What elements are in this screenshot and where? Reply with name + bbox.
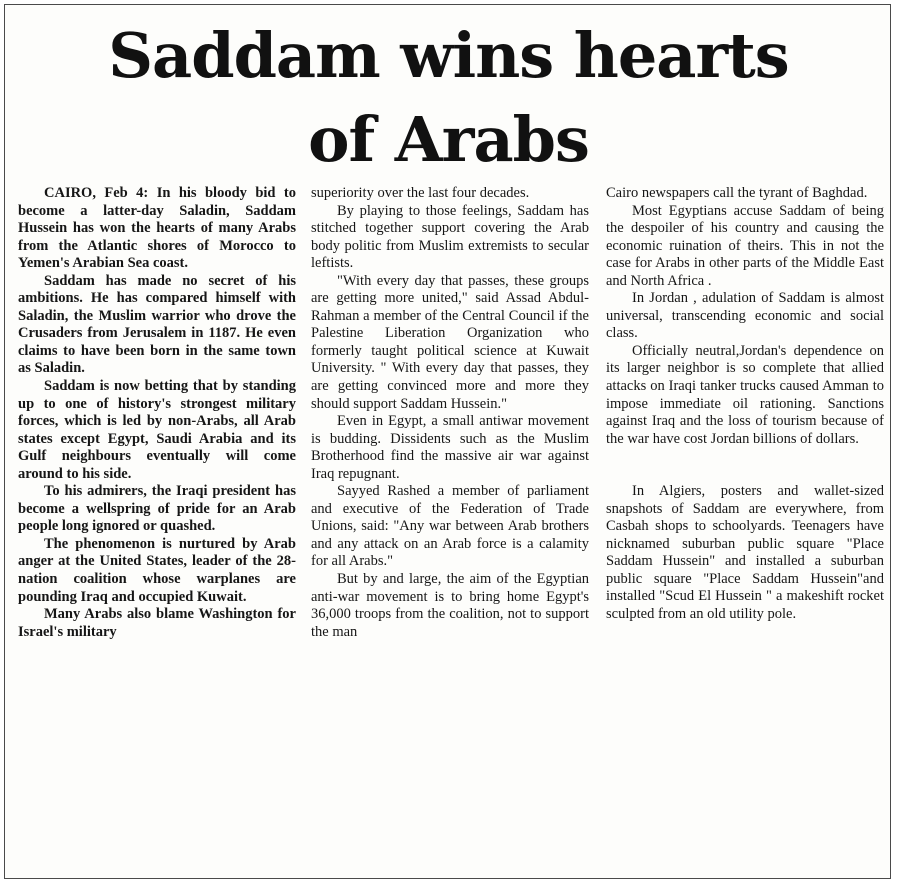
paragraph: Even in Egypt, a small antiwar movement is budding. Dissidents such as the Muslim Brotherhood find the massive air war against Iraq repugnant. xyxy=(311,413,589,482)
paragraph: CAIRO, Feb 4: In his bloody bid to become a latter-day Saladin, Saddam Hussein has won the hearts of many Arabs from the Atlantic shores of Morocco to Yemen's Arabian Sea coast. xyxy=(18,185,296,272)
headline-line-2: of Arabs xyxy=(308,103,589,176)
paragraph: Saddam has made no secret of his ambitions. He has compared himself with Saladin, the Muslim warrior who drove the Crusaders from Jerusalem in 1187. He even claims to have been born in the same town as Saladin. xyxy=(18,272,296,377)
article-column-1 xyxy=(18,185,296,641)
headline-line-1: Saddam wins hearts xyxy=(108,19,789,92)
paragraph: Sayyed Rashed a member of parliament and executive of the Federation of Trade Unions, said: "Any war between Arab brothers and any attack on an Arab force is a calamity for all Arabs." xyxy=(311,483,589,570)
paragraph: To his admirers, the Iraqi president has become a wellspring of pride for an Arab people long ignored or quashed. xyxy=(18,483,296,535)
article-column-2 xyxy=(311,185,589,641)
paragraph: The phenomenon is nurtured by Arab anger at the United States, leader of the 28-nation coalition whose warplanes are pounding Iraq and occupied Kuwait. xyxy=(18,535,296,605)
paragraph: By playing to those feelings, Saddam has stitched together support covering the Arab body politic from Muslim extremists to secular leftists. xyxy=(311,202,589,272)
paragraph: In Jordan , adulation of Saddam is almost universal, transcending economic and social class. xyxy=(606,290,884,342)
paragraph: Cairo newspapers call the tyrant of Baghdad. xyxy=(606,185,868,201)
paragraph: "With every day that passes, these groups are getting more united," said Assad Abdul-Rahman a member of the Central Council if the Palestine Liberation Organization who formerly taught political science at Kuwait University. " With every day that passes, they are getting convinced more and more they should support Saddam Hussein." xyxy=(311,272,589,412)
paragraph: Many Arabs also blame Washington for Israel's military xyxy=(18,606,296,640)
article-column-3 xyxy=(606,185,884,624)
paragraph: superiority over the last four decades. xyxy=(311,185,530,201)
paragraph: Most Egyptians accuse Saddam of being the despoiler of his country and causing the economic ruination of theirs. This in not the case for Arabs in other parts of the Middle East and North Africa . xyxy=(606,202,884,289)
paragraph: In Algiers, posters and wallet-sized snapshots of Saddam are everywhere, from Casbah shops to schoolyards. Teenagers have nicknamed suburban public square "Place Saddam Hussein" and installed a suburban public square "Place Saddam Hussein"and installed "Scud El Hussein " a makeshift rocket sculpted from an old utility pole. xyxy=(606,483,884,623)
paragraph: Officially neutral,Jordan's dependence on its larger neighbor is so complete that allied attacks on Iraqi tanker trucks caused Amman to impose immediate oil rationing. Sanctions against Iraq and the loss of tourism because of the war have cost Jordan billions of dollars. xyxy=(606,342,884,447)
newspaper-clipping xyxy=(4,4,891,879)
paragraph: But by and large, the aim of the Egyptian anti-war movement is to bring home Egypt's 36,000 troops from the coalition, not to support the man xyxy=(311,571,589,640)
paragraph: Saddam is now betting that by standing up to one of history's strongest military forces, which is led by non-Arabs, all Arab states except Egypt, Saudi Arabia and its Gulf neighbours eventually will come around to his side. xyxy=(18,378,296,482)
